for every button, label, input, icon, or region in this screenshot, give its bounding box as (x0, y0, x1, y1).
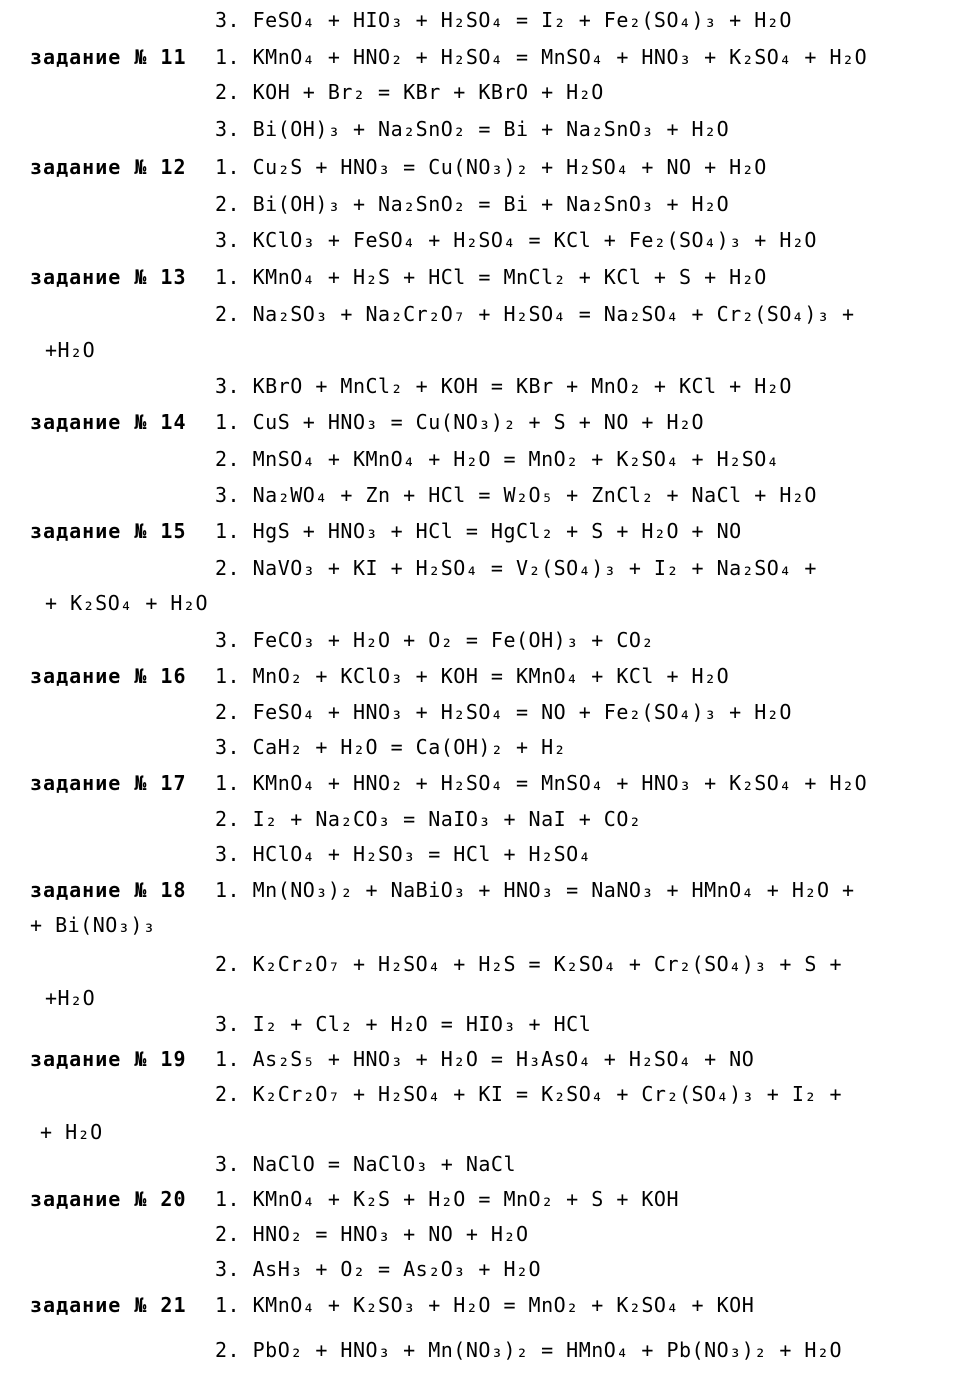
equation-text: 3. FeSO₄ + HIO₃ + H₂SO₄ = I₂ + Fe₂(SO₄)₃ + H₂O (215, 8, 792, 32)
equation-text: 1. CuS + HNO₃ = Cu(NO₃)₂ + S + NO + H₂O (215, 410, 705, 434)
equation-text: 1. Cu₂S + HNO₃ = Cu(NO₃)₂ + H₂SO₄ + NO + H₂O (215, 155, 767, 179)
equation-text: 2. K₂Cr₂O₇ + H₂SO₄ + H₂S = K₂SO₄ + Cr₂(SO₄)₃ + S + (215, 952, 843, 976)
equation-text: 2. HNO₂ = HNO₃ + NO + H₂O (215, 1222, 529, 1246)
equation-text: 3. HClO₄ + H₂SO₃ = HCl + H₂SO₄ (215, 842, 592, 866)
equation-text: 3. FeCO₃ + H₂O + O₂ = Fe(OH)₃ + CO₂ (215, 628, 654, 652)
equation-text: + Bi(NO₃)₃ (30, 913, 156, 937)
equation-text: 2. FeSO₄ + HNO₃ + H₂SO₄ = NO + Fe₂(SO₄)₃ + H₂O (215, 700, 792, 724)
equation-text: + K₂SO₄ + H₂O (45, 591, 209, 615)
equation-text: 2. PbO₂ + HNO₃ + Mn(NO₃)₂ = HMnO₄ + Pb(NO₃)₂ + H₂O (215, 1338, 843, 1362)
equation-text: 3. I₂ + Cl₂ + H₂O = HIO₃ + HCl (215, 1012, 592, 1036)
equation-text: 1. KMnO₄ + HNO₂ + H₂SO₄ = MnSO₄ + HNO₃ + K₂SO₄ + H₂O (215, 45, 868, 69)
equation-text: 3. KClO₃ + FeSO₄ + H₂SO₄ = KCl + Fe₂(SO₄)₃ + H₂O (215, 228, 817, 252)
equation-text: 1. As₂S₅ + HNO₃ + H₂O = H₃AsO₄ + H₂SO₄ + NO (215, 1047, 755, 1071)
task-label: задание № 14 (30, 410, 187, 434)
equation-text: 1. HgS + HNO₃ + HCl = HgCl₂ + S + H₂O + NO (215, 519, 742, 543)
equation-text: 1. KMnO₄ + H₂S + HCl = MnCl₂ + KCl + S + H₂O (215, 265, 767, 289)
equation-text: +H₂O (45, 338, 96, 362)
equation-text: 1. KMnO₄ + HNO₂ + H₂SO₄ = MnSO₄ + HNO₃ + K₂SO₄ + H₂O (215, 771, 868, 795)
task-label: задание № 13 (30, 265, 187, 289)
equation-text: 2. K₂Cr₂O₇ + H₂SO₄ + KI = K₂SO₄ + Cr₂(SO₄)₃ + I₂ + (215, 1082, 843, 1106)
equation-text: 2. Bi(OH)₃ + Na₂SnO₂ = Bi + Na₂SnO₃ + H₂O (215, 192, 730, 216)
equation-text: 2. I₂ + Na₂CO₃ = NaIO₃ + NaI + CO₂ (215, 807, 642, 831)
task-label: задание № 18 (30, 878, 187, 902)
equation-text: + H₂O (40, 1120, 103, 1144)
task-label: задание № 15 (30, 519, 187, 543)
task-label: задание № 21 (30, 1293, 187, 1317)
task-label: задание № 16 (30, 664, 187, 688)
equation-text: 2. Na₂SO₃ + Na₂Cr₂O₇ + H₂SO₄ = Na₂SO₄ + Cr₂(SO₄)₃ + (215, 302, 855, 326)
task-label: задание № 17 (30, 771, 187, 795)
equation-text: 3. Na₂WO₄ + Zn + HCl = W₂O₅ + ZnCl₂ + NaCl + H₂O (215, 483, 817, 507)
equation-text: 2. NaVO₃ + KI + H₂SO₄ = V₂(SO₄)₃ + I₂ + Na₂SO₄ + (215, 556, 817, 580)
equation-text: 3. CaH₂ + H₂O = Ca(OH)₂ + H₂ (215, 735, 567, 759)
equation-text: 1. MnO₂ + KClO₃ + KOH = KMnO₄ + KCl + H₂O (215, 664, 730, 688)
equation-text: 1. KMnO₄ + K₂S + H₂O = MnO₂ + S + KOH (215, 1187, 680, 1211)
equation-text: 3. NaClO = NaClO₃ + NaCl (215, 1152, 516, 1176)
equation-text: 2. MnSO₄ + KMnO₄ + H₂O = MnO₂ + K₂SO₄ + H₂SO₄ (215, 447, 780, 471)
equation-text: 3. Bi(OH)₃ + Na₂SnO₂ = Bi + Na₂SnO₃ + H₂O (215, 117, 730, 141)
equation-text: 1. Mn(NO₃)₂ + NaBiO₃ + HNO₃ = NaNO₃ + HMnO₄ + H₂O + (215, 878, 855, 902)
task-label: задание № 19 (30, 1047, 187, 1071)
equation-text: 1. KMnO₄ + K₂SO₃ + H₂O = MnO₂ + K₂SO₄ + KOH (215, 1293, 755, 1317)
equation-text: +H₂O (45, 986, 96, 1010)
task-label: задание № 20 (30, 1187, 187, 1211)
task-label: задание № 12 (30, 155, 187, 179)
task-label: задание № 11 (30, 45, 187, 69)
equation-text: 3. KBrO + MnCl₂ + KOH = KBr + MnO₂ + KCl + H₂O (215, 374, 792, 398)
equation-text: 3. AsH₃ + O₂ = As₂O₃ + H₂O (215, 1257, 542, 1281)
equation-text: 2. KOH + Br₂ = KBr + KBrO + H₂O (215, 80, 604, 104)
